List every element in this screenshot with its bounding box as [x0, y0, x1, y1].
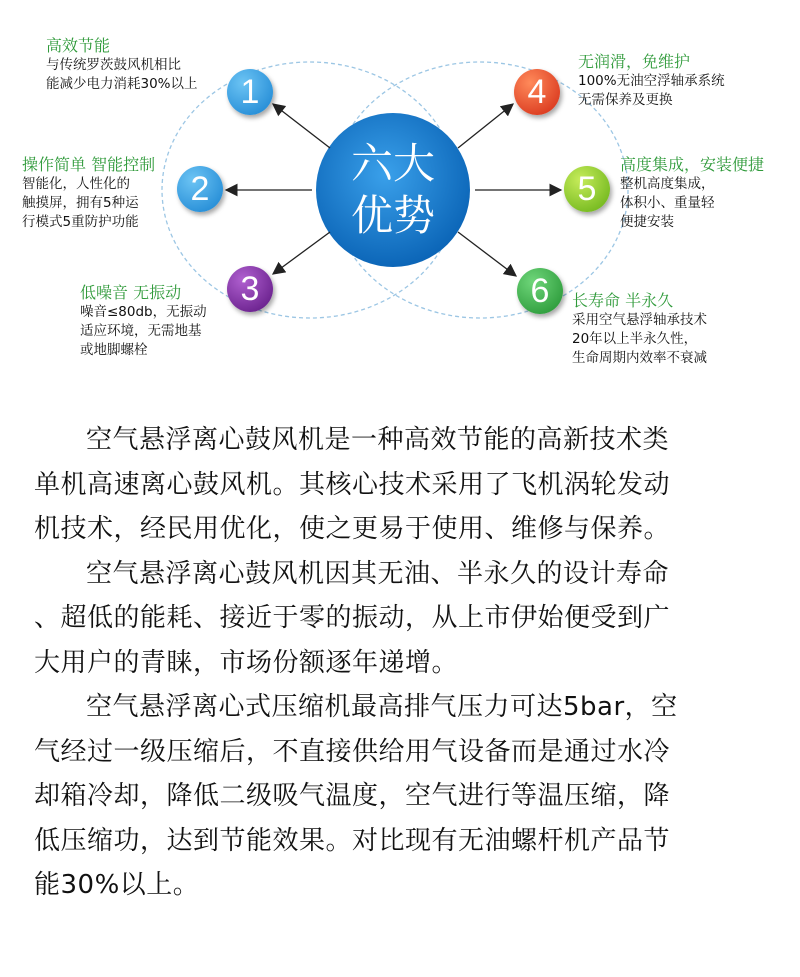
badge-2: 2 [177, 166, 223, 212]
paragraph-2-line-1: 空气悬浮离心鼓风机因其无油、半永久的设计寿命 [86, 558, 670, 589]
feature-5-line-1: 整机高度集成， [620, 176, 715, 192]
feature-1-line-2: 能减少电力消耗30%以上 [46, 76, 198, 92]
feature-3-line-1: 噪音≤80db，无振动 [80, 304, 207, 320]
feature-1 [46, 36, 198, 94]
feature-6 [572, 291, 707, 368]
paragraph-2-line-3: 大用户的青睐，市场份额逐年递增。 [34, 647, 459, 678]
badge-4: 4 [514, 69, 560, 115]
paragraph-3-line-3: 却箱冷却，降低二级吸气温度，空气进行等温压缩，降 [34, 781, 671, 811]
paragraph-2-line-2: 、超低的能耗、接近于零的振动，从上市伊始便受到广 [34, 603, 671, 633]
center-line-2: 优势 [350, 191, 435, 240]
paragraph-2 [34, 552, 764, 686]
feature-3-line-3: 或地脚螺栓 [80, 342, 148, 358]
feature-3 [80, 283, 207, 360]
badge-5: 5 [564, 166, 610, 212]
feature-2-line-1: 智能化，人性化的 [22, 176, 130, 192]
feature-6-title: 长寿命 半永久 [572, 291, 674, 310]
feature-1-line-1: 与传统罗茨鼓风机相比 [46, 57, 181, 73]
center-line-1: 六大 [350, 139, 435, 188]
paragraph-1 [34, 418, 764, 552]
feature-2-title: 操作简单 智能控制 [22, 155, 156, 174]
paragraph-1-line-2: 单机高速离心鼓风机。其核心技术采用了飞机涡轮发动 [34, 469, 671, 500]
description-text [34, 418, 764, 908]
six-advantages-diagram [0, 0, 800, 400]
paragraph-3 [34, 685, 764, 908]
feature-4 [578, 52, 725, 110]
feature-2-line-2: 触摸屏，拥有5种运 [22, 195, 139, 211]
feature-6-line-1: 采用空气悬浮轴承技术 [572, 312, 707, 328]
feature-6-line-2: 20年以上半永久性， [572, 331, 698, 347]
paragraph-3-line-4: 低压缩功，达到节能效果。对比现有无油螺杆机产品节 [34, 825, 671, 856]
feature-4-title: 无润滑，免维护 [578, 52, 691, 71]
feature-3-title: 低噪音 无振动 [80, 283, 182, 302]
paragraph-3-line-5: 能30%以上。 [34, 870, 200, 900]
badge-1: 1 [227, 69, 273, 115]
feature-6-line-3: 生命周期内效率不衰减 [572, 350, 707, 366]
paragraph-1-line-3: 机技术，经民用优化，使之更易于使用、维修与保养。 [34, 514, 671, 544]
center-title [318, 138, 468, 242]
paragraph-3-line-1: 空气悬浮离心式压缩机最高排气压力可达5bar，空 [86, 692, 678, 722]
feature-2-line-3: 行模式5重防护功能 [22, 214, 139, 230]
feature-1-title: 高效节能 [46, 36, 111, 55]
badge-6: 6 [517, 268, 563, 314]
feature-5 [620, 155, 764, 232]
feature-5-title: 高度集成，安装便捷 [620, 155, 765, 174]
feature-5-line-3: 便捷安装 [620, 214, 674, 230]
feature-3-line-2: 适应环境，无需地基 [80, 323, 202, 339]
feature-5-line-2: 体积小、重量轻 [620, 195, 715, 211]
paragraph-3-line-2: 气经过一级压缩后，不直接供给用气设备而是通过水冷 [34, 736, 671, 767]
feature-4-line-1: 100%无油空浮轴承系统 [578, 73, 725, 89]
feature-2 [22, 155, 155, 232]
badge-3: 3 [227, 266, 273, 312]
feature-4-line-2: 无需保养及更换 [578, 92, 673, 108]
paragraph-1-line-1: 空气悬浮离心鼓风机是一种高效节能的高新技术类 [86, 425, 670, 455]
